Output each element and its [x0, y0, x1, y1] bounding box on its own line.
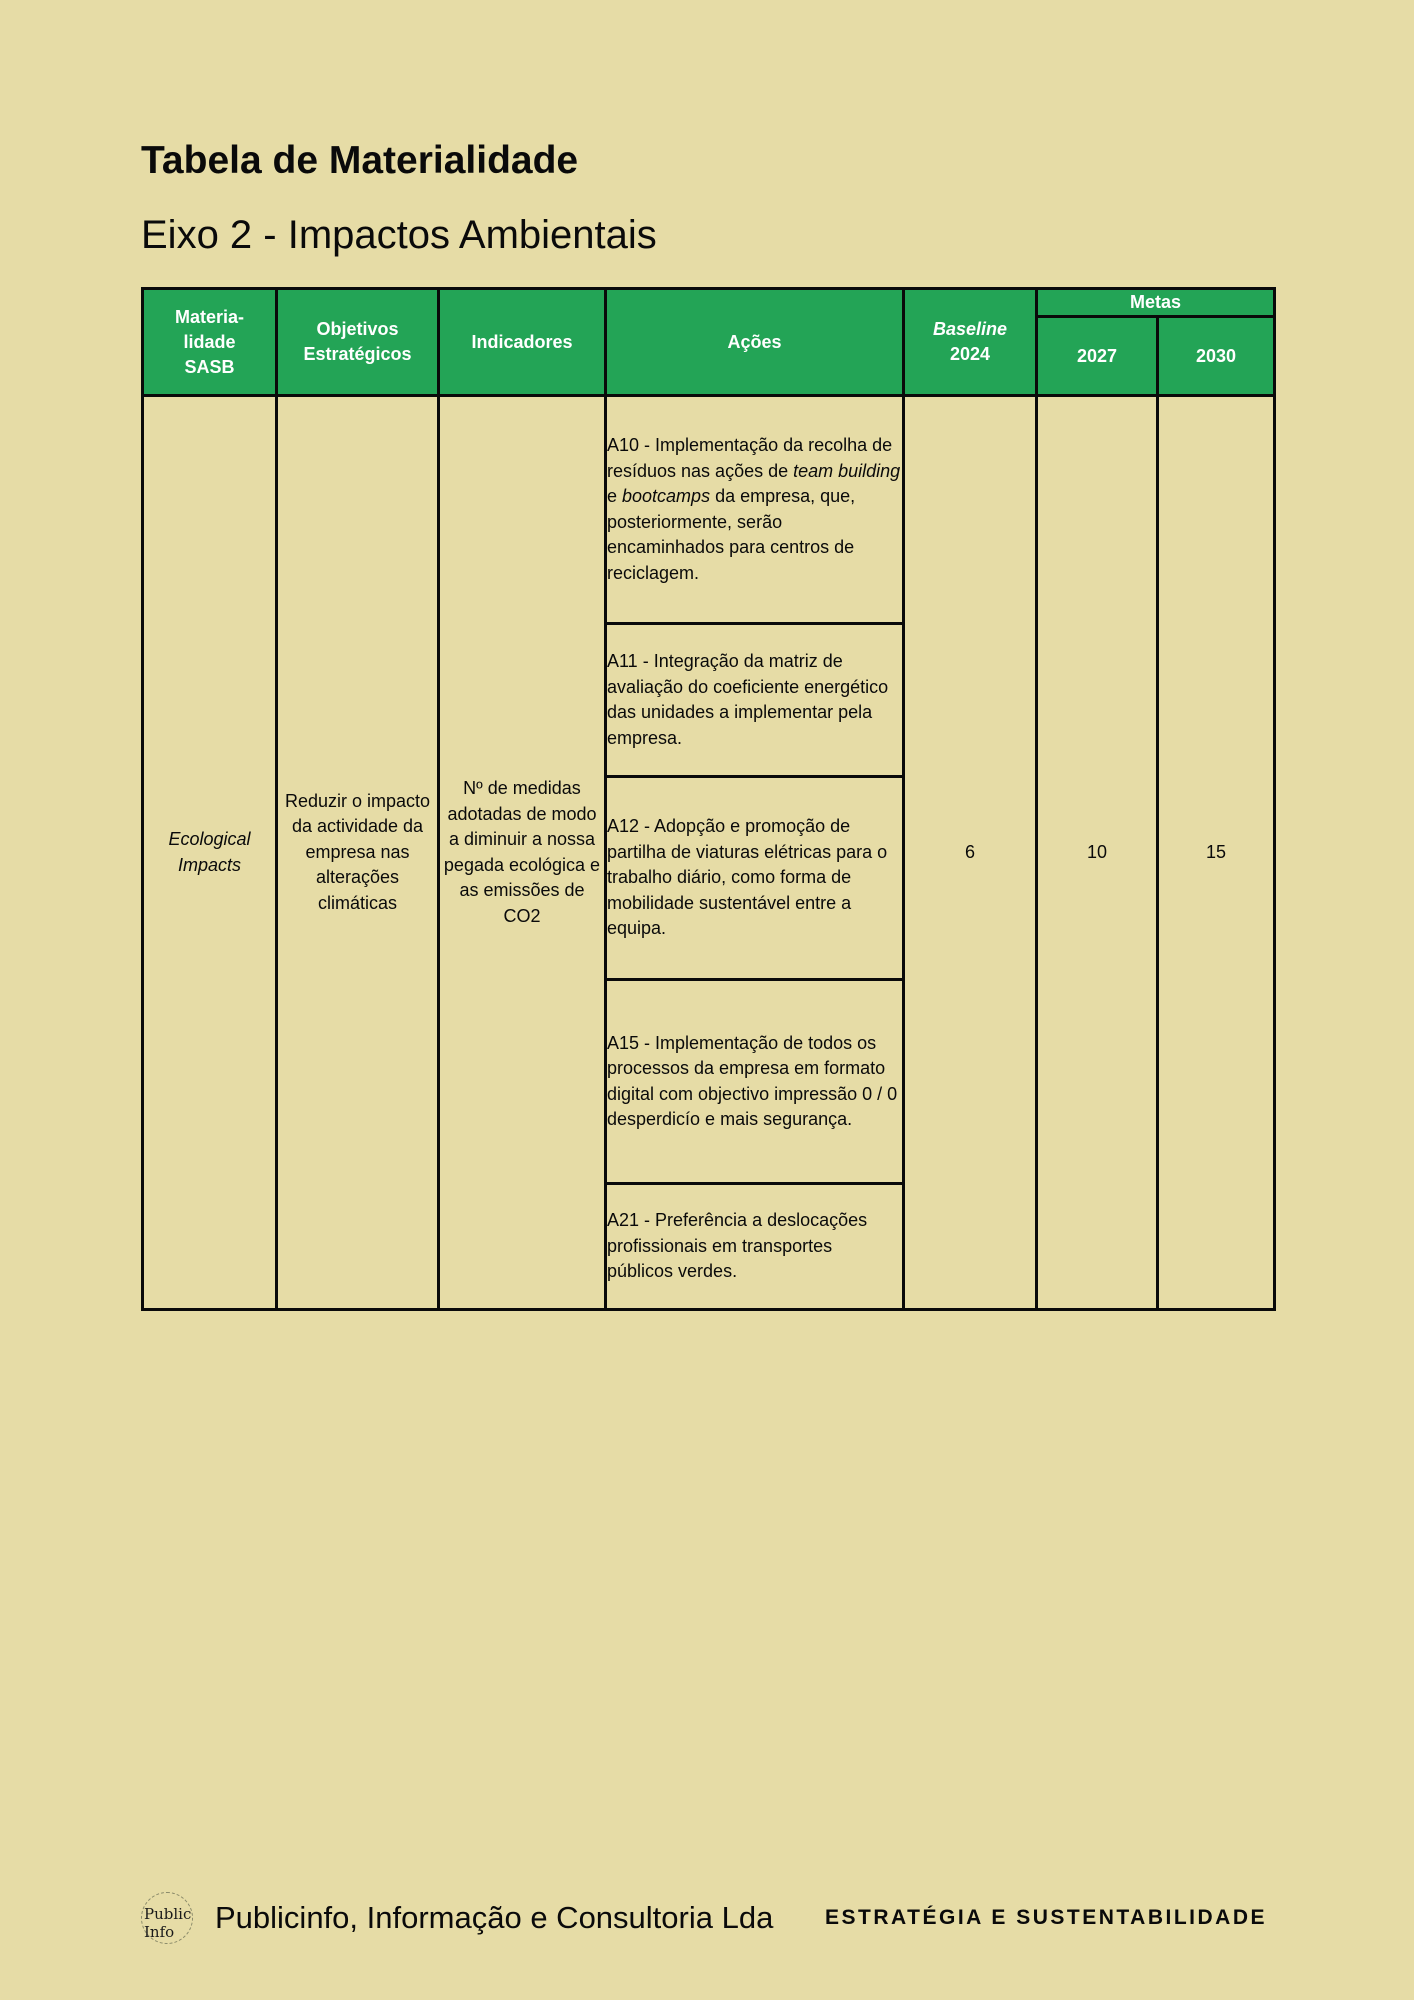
header-materialidade-line: lidade	[183, 331, 236, 352]
header-materialidade-line: Materia-	[174, 306, 245, 327]
action-text-italic: team building	[793, 460, 901, 481]
footer-section-title: ESTRATÉGIA E SUSTENTABILIDADE	[825, 1906, 1267, 1929]
header-baseline-year: 2024	[949, 344, 991, 364]
cell-action-a10	[606, 396, 904, 624]
cell-meta-2027: 10	[1037, 396, 1158, 1310]
header-materialidade-line: SASB	[184, 356, 235, 377]
header-baseline-label: Baseline	[932, 319, 1008, 339]
page-subtitle: Eixo 2 - Impactos Ambientais	[141, 213, 657, 257]
action-text: A10 - Implementação da recolha de resíduos nas ações de	[607, 435, 893, 481]
header-meta-2030: 2030	[1158, 317, 1275, 396]
cell-baseline: 6	[904, 396, 1037, 1310]
logo-text-line: Public	[144, 1905, 192, 1923]
cell-action-a12: A12 - Adopção e promoção de partilha de viaturas elétricas para o trabalho diário, como forma de mobilidade sustentável entre a equipa.	[606, 777, 904, 980]
header-objetivos	[277, 289, 439, 396]
action-text: e	[607, 486, 623, 506]
cell-indicador: Nº de medidas adotadas de modo a diminuir a nossa pegada ecológica e as emissões de CO2	[439, 396, 606, 1310]
action-text-italic: bootcamps	[622, 486, 711, 506]
header-meta-2027: 2027	[1037, 317, 1158, 396]
publicinfo-logo	[141, 1892, 193, 1944]
header-baseline	[904, 289, 1037, 396]
materiality-table	[141, 287, 1276, 1311]
cell-action-a11: A11 - Integração da matriz de avaliação do coeficiente energético das unidades a implementar pela empresa.	[606, 624, 904, 777]
footer-company-name: Publicinfo, Informação e Consultoria Lda	[215, 1900, 774, 1935]
cell-objetivo: Reduzir o impacto da actividade da empresa nas alterações climáticas	[277, 396, 439, 1310]
cell-materialidade: Ecological Impacts	[143, 396, 277, 1310]
header-objetivos-line: Objetivos	[316, 319, 399, 339]
page-title: Tabela de Materialidade	[141, 139, 579, 182]
action-text: da empresa, que, posteriormente, serão encaminhados para centros de reciclagem.	[607, 486, 856, 583]
cell-action-a15: A15 - Implementação de todos os processos da empresa em formato digital com objectivo impressão 0 / 0 desperdicío e mais segurança.	[606, 980, 904, 1184]
header-indicadores: Indicadores	[439, 289, 606, 396]
header-metas: Metas	[1037, 289, 1275, 317]
cell-action-a21: A21 - Preferência a deslocações profissionais em transportes públicos verdes.	[606, 1184, 904, 1310]
logo-text-line: Info	[144, 1923, 175, 1941]
cell-meta-2030: 15	[1158, 396, 1275, 1310]
header-acoes: Ações	[606, 289, 904, 396]
header-objetivos-line: Estratégicos	[303, 344, 412, 364]
header-materialidade	[143, 289, 277, 396]
